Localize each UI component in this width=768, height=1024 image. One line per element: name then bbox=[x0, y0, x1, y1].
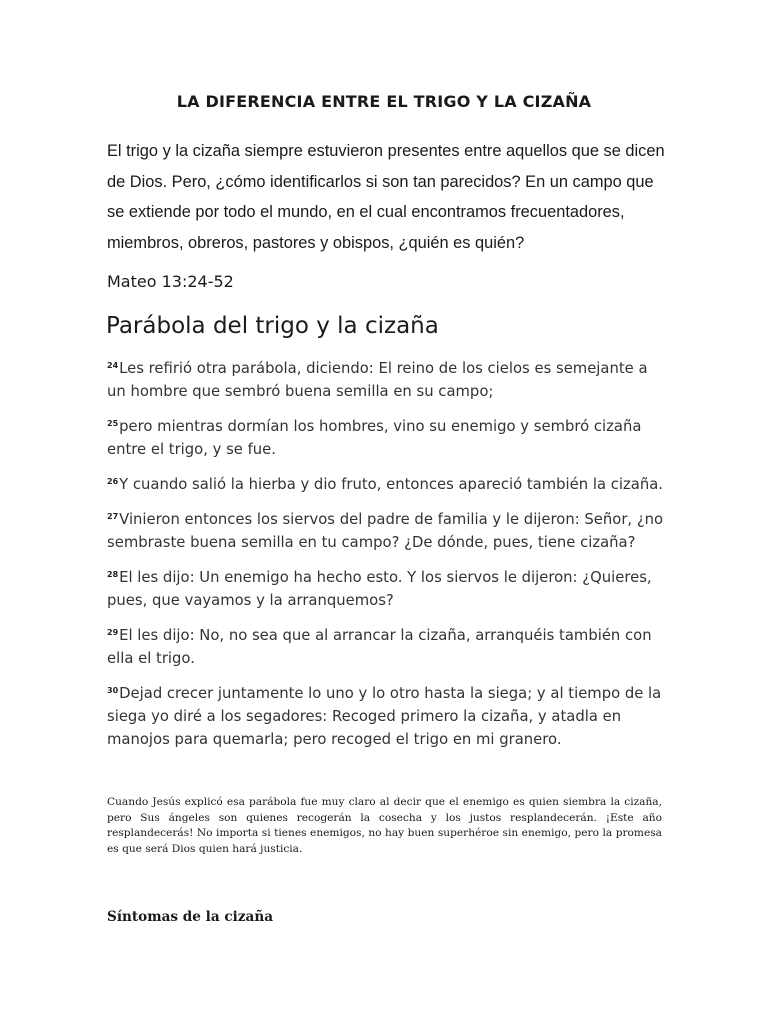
verse-number: 30 bbox=[107, 686, 119, 695]
section-heading: Parábola del trigo y la cizaña bbox=[106, 313, 439, 339]
verse-item bbox=[107, 470, 667, 496]
verse-item bbox=[107, 621, 667, 670]
symptoms-subheading: Síntomas de la cizaña bbox=[107, 909, 274, 925]
verse-list bbox=[107, 354, 667, 760]
verse-number: 26 bbox=[107, 477, 119, 486]
verse-text: pero mientras dormían los hombres, vino su enemigo y sembró cizaña entre el trigo, y se fue. bbox=[107, 418, 642, 458]
commentary-paragraph: Cuando Jesús explicó esa parábola fue muy claro al decir que el enemigo es quien siembra la cizaña, pero Sus ángeles son quienes recogerán la cosecha y los justos resplandecerán. ¡Este año resplandecerás! No importa si tienes enemigos, no hay buen superhéroe sin enemigo, pero la promesa es que será Dios quien hará justicia. bbox=[107, 796, 662, 855]
verse-text: El les dijo: Un enemigo ha hecho esto. Y los siervos le dijeron: ¿Quieres, pues, que vayamos y la arranquemos? bbox=[107, 569, 652, 609]
verse-number: 29 bbox=[107, 628, 119, 637]
verse-item bbox=[107, 679, 667, 751]
verse-text: Vinieron entonces los siervos del padre de familia y le dijeron: Señor, ¿no sembraste buena semilla en tu campo? ¿De dónde, pues, tiene cizaña? bbox=[107, 511, 664, 551]
verse-text: Les refirió otra parábola, diciendo: El reino de los cielos es semejante a un hombre que sembró buena semilla en su campo; bbox=[107, 360, 648, 400]
scripture-reference: Mateo 13:24-52 bbox=[107, 272, 234, 291]
verse-item bbox=[107, 354, 667, 403]
verse-number: 24 bbox=[107, 361, 119, 370]
verse-text: Dejad crecer juntamente lo uno y lo otro hasta la siega; y al tiempo de la siega yo diré a los segadores: Recoged primero la cizaña, y atadla en manojos para quemarla; pero recoged el trigo en mi granero. bbox=[107, 685, 662, 748]
verse-item bbox=[107, 412, 667, 461]
document-title: LA DIFERENCIA ENTRE EL TRIGO Y LA CIZAÑA bbox=[176, 92, 592, 111]
verse-item bbox=[107, 505, 667, 554]
verse-number: 25 bbox=[107, 419, 119, 428]
verse-number: 28 bbox=[107, 570, 119, 579]
verse-text: El les dijo: No, no sea que al arrancar la cizaña, arranquéis también con ella el trigo. bbox=[107, 627, 652, 667]
verse-text: Y cuando salió la hierba y dio fruto, entonces apareció también la cizaña. bbox=[119, 476, 663, 493]
verse-item bbox=[107, 563, 667, 612]
verse-number: 27 bbox=[107, 512, 119, 521]
intro-paragraph: El trigo y la cizaña siempre estuvieron presentes entre aquellos que se dicen de Dios. Pero, ¿cómo identificarlos si son tan parecidos? En un campo que se extiende por todo el mundo, en el cual encontramos frecuentadores, miembros, obreros, pastores y obispos, ¿quién es quién? bbox=[107, 142, 665, 252]
